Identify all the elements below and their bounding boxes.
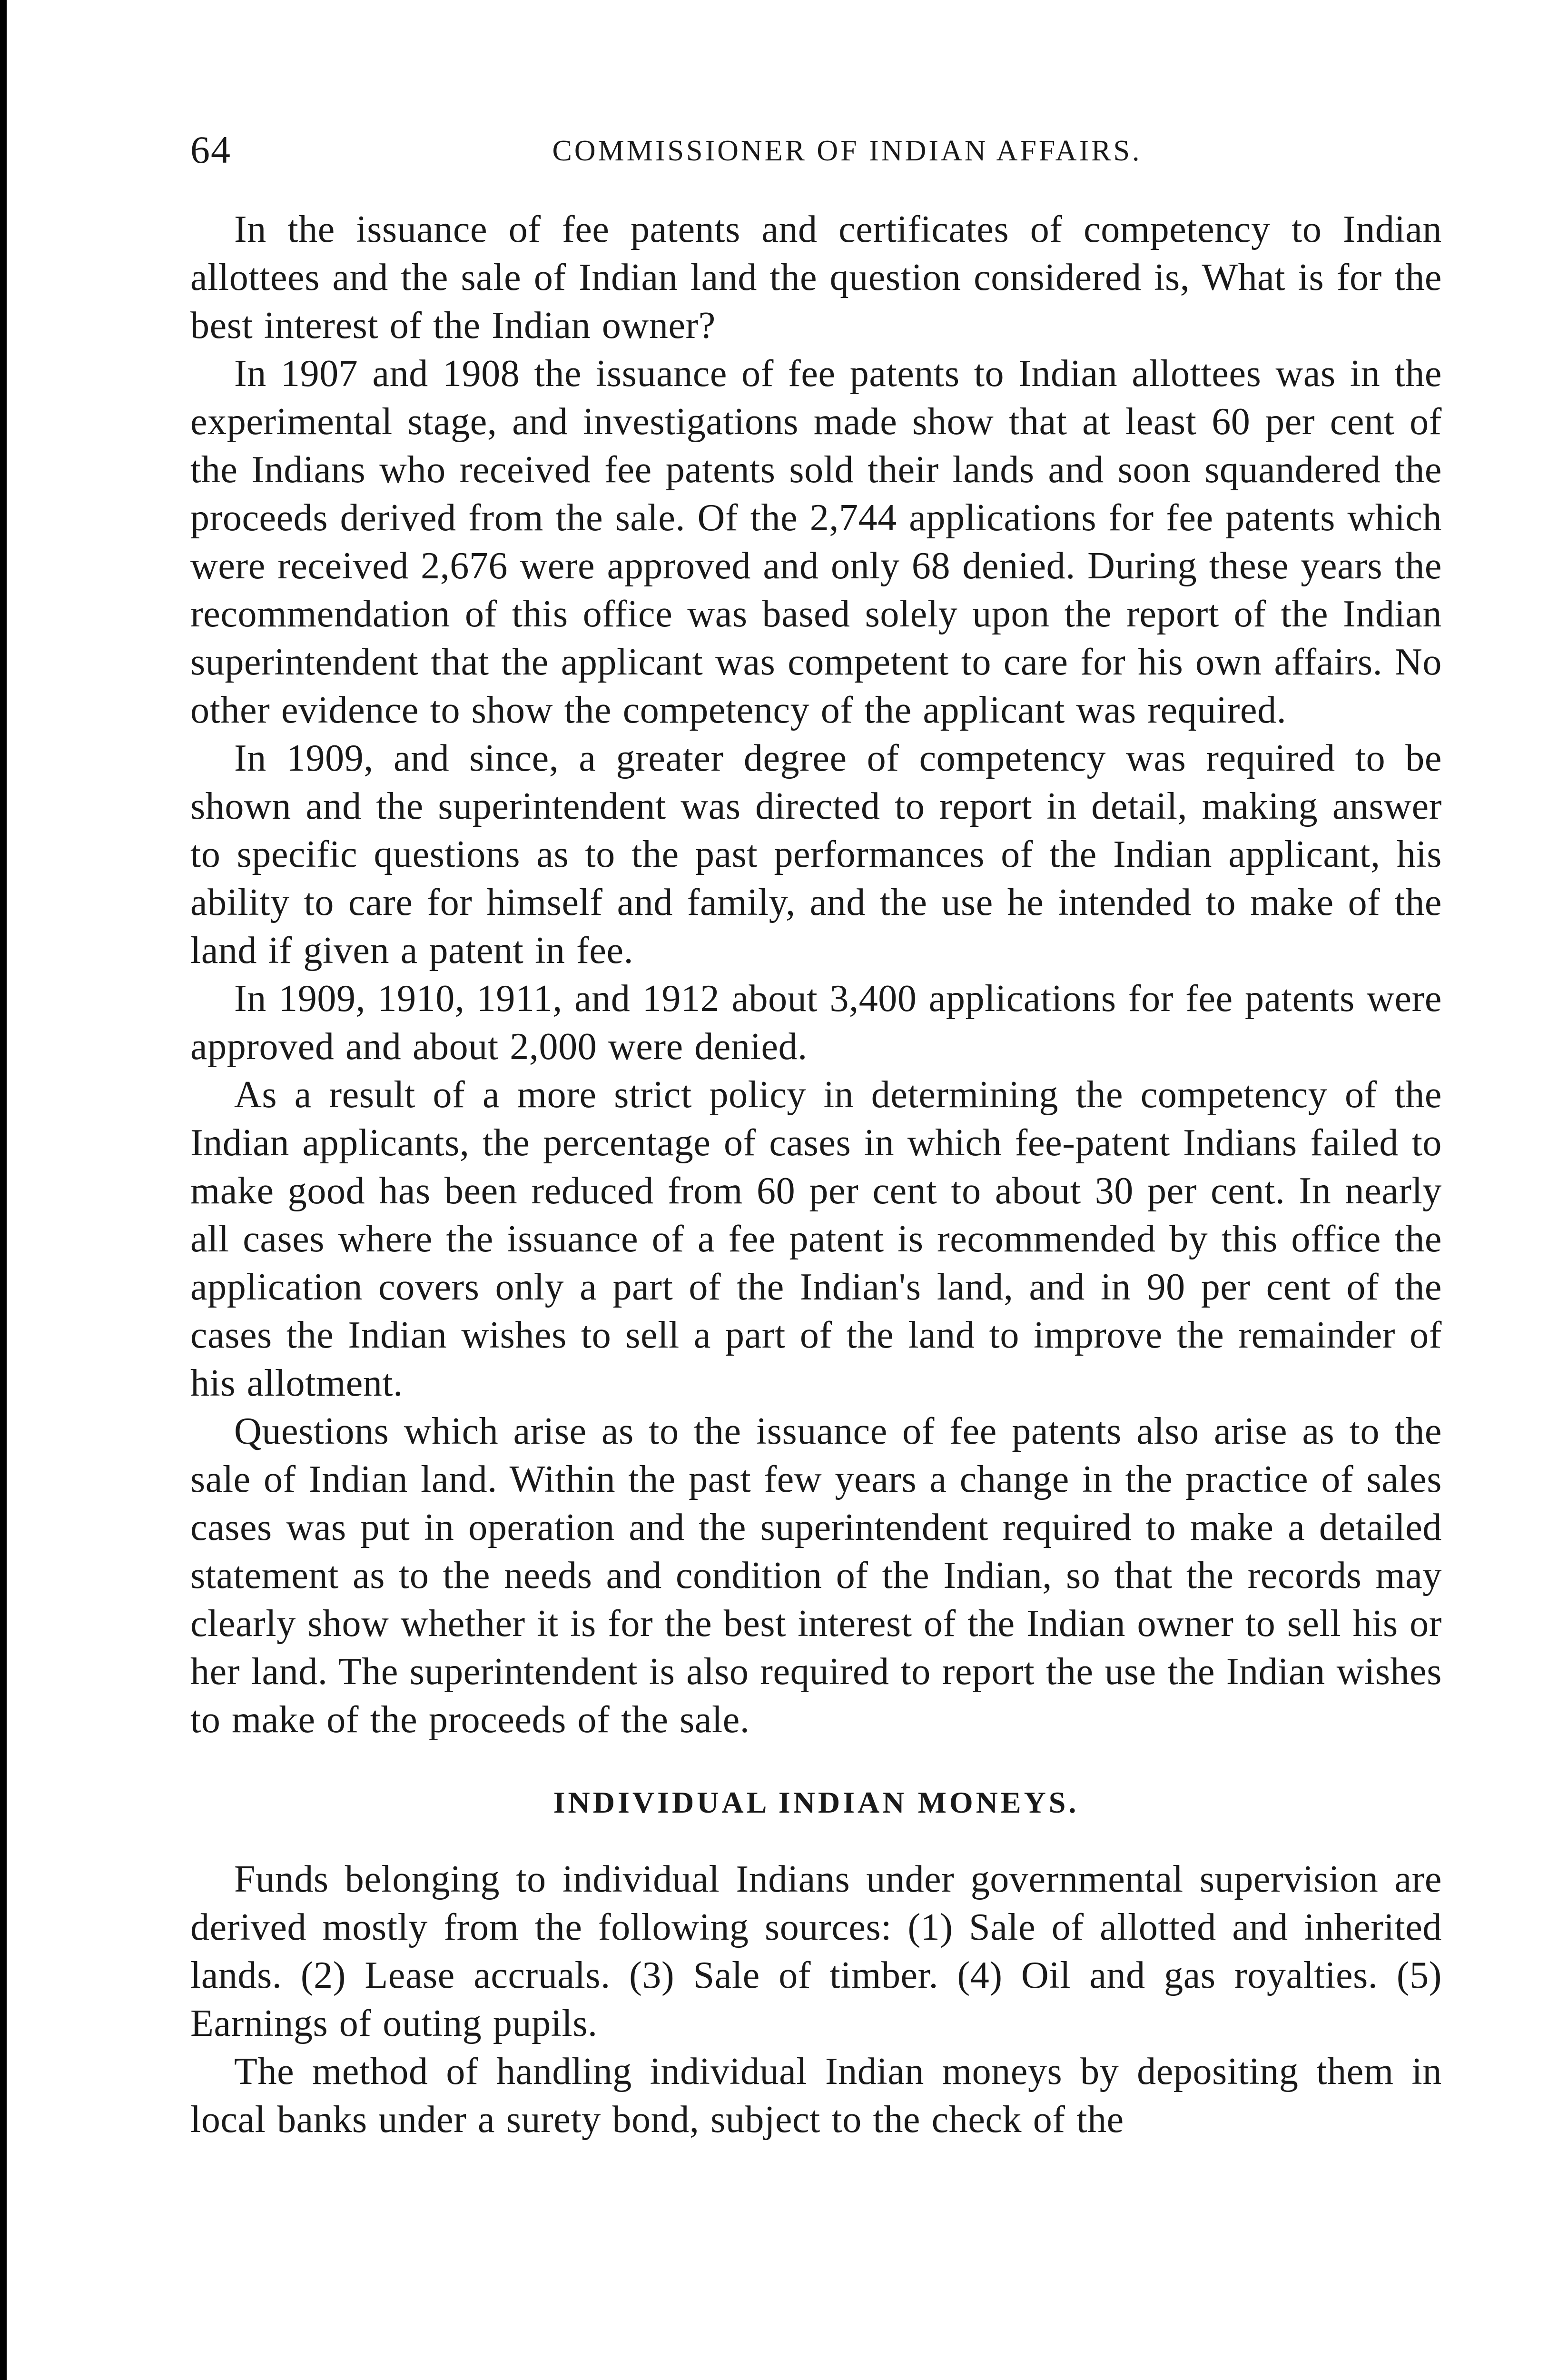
paragraph: Questions which arise as to the issuance of fee patents also arise as to the sale of Indian land. Within the past few years a change in the practice of sales cases was put in operation and the superintendent required to make a detailed statement as to the needs and condition of the Indian, so that the records may clearly show whether it is for the best interest of the Indian owner to sell his or her land. The superintendent is also required to report the use the Indian wishes to make of the proceeds of the sale. — [190, 1410, 1442, 1741]
page-number: 64 — [190, 128, 231, 171]
paragraph: As a result of a more strict policy in determining the competency of the Indian applicants, the percentage of cases in which fee-patent Indians failed to make good has been reduced from 60 per cent to about 30 per cent. In nearly all cases where the issuance of a fee patent is recommended by this office the application covers only a part of the Indian's land, and in 90 per cent of the cases the Indian wishes to sell a part of the land to improve the remainder of his allotment. — [190, 1074, 1442, 1404]
paragraph: The method of handling individual Indian moneys by depositing them in local banks under a surety bond, subject to the check of the — [190, 2051, 1442, 2141]
paragraph: In 1907 and 1908 the issuance of fee patents to Indian allottees was in the experimental stage, and investigations made show that at least 60 per cent of the Indians who received fee patents sold their lands and soon squandered the proceeds derived from the sale. Of the 2,744 applications for fee patents which were received 2,676 were approved and only 68 denied. During these years the recommendation of this office was based solely upon the report of the Indian superintendent that the applicant was competent to care for his own affairs. No other evidence to show the competency of the applicant was required. — [190, 353, 1442, 731]
paragraph: In 1909, 1910, 1911, and 1912 about 3,400 applications for fee patents were approved and about 2,000 were denied. — [190, 978, 1442, 1068]
scan-border-left — [0, 0, 7, 2380]
paragraph: Funds belonging to individual Indians under governmental supervision are derived mostly from the following sources: (1) Sale of allotted and inherited lands. (2) Lease accruals. (3) Sale of timber. (4) Oil and gas royalties. (5) Earnings of outing pupils. — [190, 1858, 1442, 2044]
section-heading: INDIVIDUAL INDIAN MONEYS. — [553, 1785, 1079, 1819]
page-header — [190, 128, 1442, 175]
page-body — [190, 206, 1442, 2144]
paragraph: In the issuance of fee patents and certificates of competency to Indian allottees and the sale of Indian land the question considered is, What is for the best interest of the Indian owner? — [190, 208, 1442, 347]
running-head: COMMISSIONER OF INDIAN AFFAIRS. — [552, 135, 1142, 167]
paragraph: In 1909, and since, a greater degree of competency was required to be shown and the superintendent was directed to report in detail, making answer to specific questions as to the past performances of the Indian applicant, his ability to care for himself and family, and the use he intended to make of the land if given a patent in fee. — [190, 737, 1442, 972]
